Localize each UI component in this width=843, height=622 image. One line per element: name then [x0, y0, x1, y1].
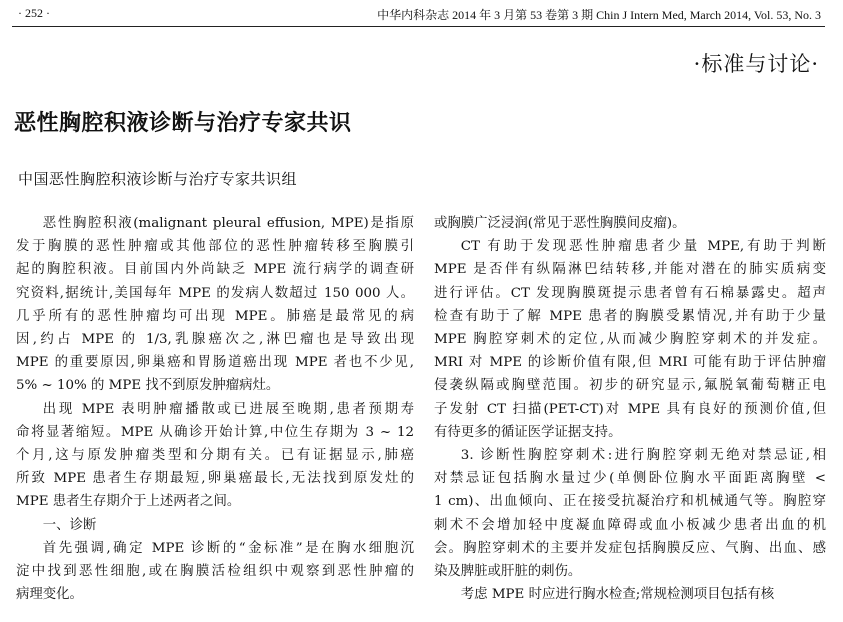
left-column	[16, 212, 414, 606]
text-line: 究资料,据统计,美国每年 MPE 的发病人数超过 150 000 人。	[16, 285, 414, 301]
text-line: MPE 患者生存期介于上述两者之间。	[16, 494, 241, 510]
text-line: 病理变化。	[16, 587, 83, 603]
text-line: 淀中找到恶性细胞,或在胸膜活检组织中观察到恶性肿瘤的	[16, 564, 414, 580]
text-line: MPE 胸腔穿刺术的定位,从而减少胸腔穿刺术的并发症。	[434, 332, 826, 348]
text-line: 发于胸膜的恶性肿瘤或其他部位的恶性肿瘤转移至胸膜引	[16, 239, 414, 255]
page-number: · 252 ·	[18, 6, 50, 20]
text-line: 侵袭纵隔或胸壁范围。初步的研究显示,氟脱氧葡萄糖正电	[434, 378, 826, 394]
paragraph	[434, 212, 826, 235]
text-line: 子发射 CT 扫描(PET-CT)对 MPE 具有良好的预测价值,但	[434, 401, 826, 417]
text-line: 首先强调,确定 MPE 诊断的“金标准”是在胸水细胞沉	[42, 540, 414, 556]
text-line: MRI 对 MPE 的诊断价值有限,但 MRI 可能有助于评估肿瘤	[434, 355, 826, 371]
header-rule	[12, 26, 825, 27]
paragraph	[16, 537, 414, 607]
text-line: MPE 是否伴有纵隔淋巴结转移,并能对潜在的肺实质病变	[434, 262, 826, 278]
text-line: 起的胸腔积液。目前国内外尚缺乏 MPE 流行病学的调查研	[16, 262, 414, 278]
section-label: ·标准与讨论·	[693, 52, 819, 76]
text-line: 3. 诊断性胸腔穿刺术:进行胸腔穿刺无绝对禁忌证,相	[460, 448, 826, 464]
text-line: 对禁忌证包括胸水量过少(单侧卧位胸水平面距离胸壁 <	[434, 471, 826, 487]
text-line: CT 有助于发现恶性肿瘤患者少量 MPE,有助于判断	[460, 239, 826, 255]
text-line: 或胸膜广泛浸润(常见于恶性胸膜间皮瘤)。	[434, 216, 686, 231]
text-line: 因,约占 MPE 的 1/3,乳腺癌次之,淋巴瘤也是导致出现	[16, 332, 414, 348]
text-line: 1 cm)、出血倾向、正在接受抗凝治疗和机械通气等。胸腔穿	[434, 494, 826, 510]
paragraph	[434, 583, 826, 606]
text-line: 考虑 MPE 时应进行胸水检查;常规检测项目包括有核	[460, 587, 775, 603]
text-line: 检查有助于了解 MPE 患者的胸膜受累情况,并有助于少量	[434, 308, 826, 324]
text-line: 恶性胸腔积液(malignant pleural effusion, MPE)是指原	[42, 216, 414, 231]
text-line: 进行评估。CT 发现胸膜斑提示患者曾有石棉暴露史。超声	[434, 285, 826, 301]
paragraph	[16, 514, 414, 537]
text-line: 5% ~ 10% 的 MPE 找不到原发肿瘤病灶。	[16, 378, 280, 394]
text-line: 几乎所有的恶性肿瘤均可出现 MPE。肺癌是最常见的病	[16, 308, 414, 324]
text-line: 所致 MPE 患者生存期最短,卵巢癌最长,无法找到原发灶的	[16, 471, 414, 487]
text-line: 个月,这与原发肿瘤类型和分期有关。已有证据显示,肺癌	[16, 448, 414, 464]
text-line: 出现 MPE 表明肿瘤播散或已进展至晚期,患者预期寿	[42, 401, 414, 417]
article-author: 中国恶性胸腔积液诊断与治疗专家共识组	[18, 170, 298, 188]
journal-running-head: 中华内科杂志 2014 年 3 月第 53 卷第 3 期 Chin J Intern Med, March 2014, Vol. 53, No. 3	[377, 8, 821, 22]
text-line: MPE 的重要原因,卵巢癌和胃肠道癌出现 MPE 者也不少见,	[16, 355, 414, 371]
text-line: 染及脾脏或肝脏的刺伤。	[434, 564, 582, 580]
paragraph	[434, 235, 826, 444]
paragraph	[16, 212, 414, 398]
paragraph	[16, 398, 414, 514]
text-line: 命将显著缩短。MPE 从确诊开始计算,中位生存期为 3 ~ 12	[16, 424, 414, 440]
paragraph	[434, 444, 826, 583]
text-line: 会。胸腔穿刺术的主要并发症包括胸膜反应、气胸、出血、感	[434, 540, 826, 556]
text-line: 一、诊断	[42, 517, 97, 533]
article-title: 恶性胸腔积液诊断与治疗专家共识	[14, 111, 352, 136]
text-line: 刺术不会增加轻中度凝血障碍或血小板减少患者出血的机	[434, 517, 826, 533]
text-line: 有待更多的循证医学证据支持。	[434, 424, 622, 440]
right-column	[434, 212, 826, 606]
